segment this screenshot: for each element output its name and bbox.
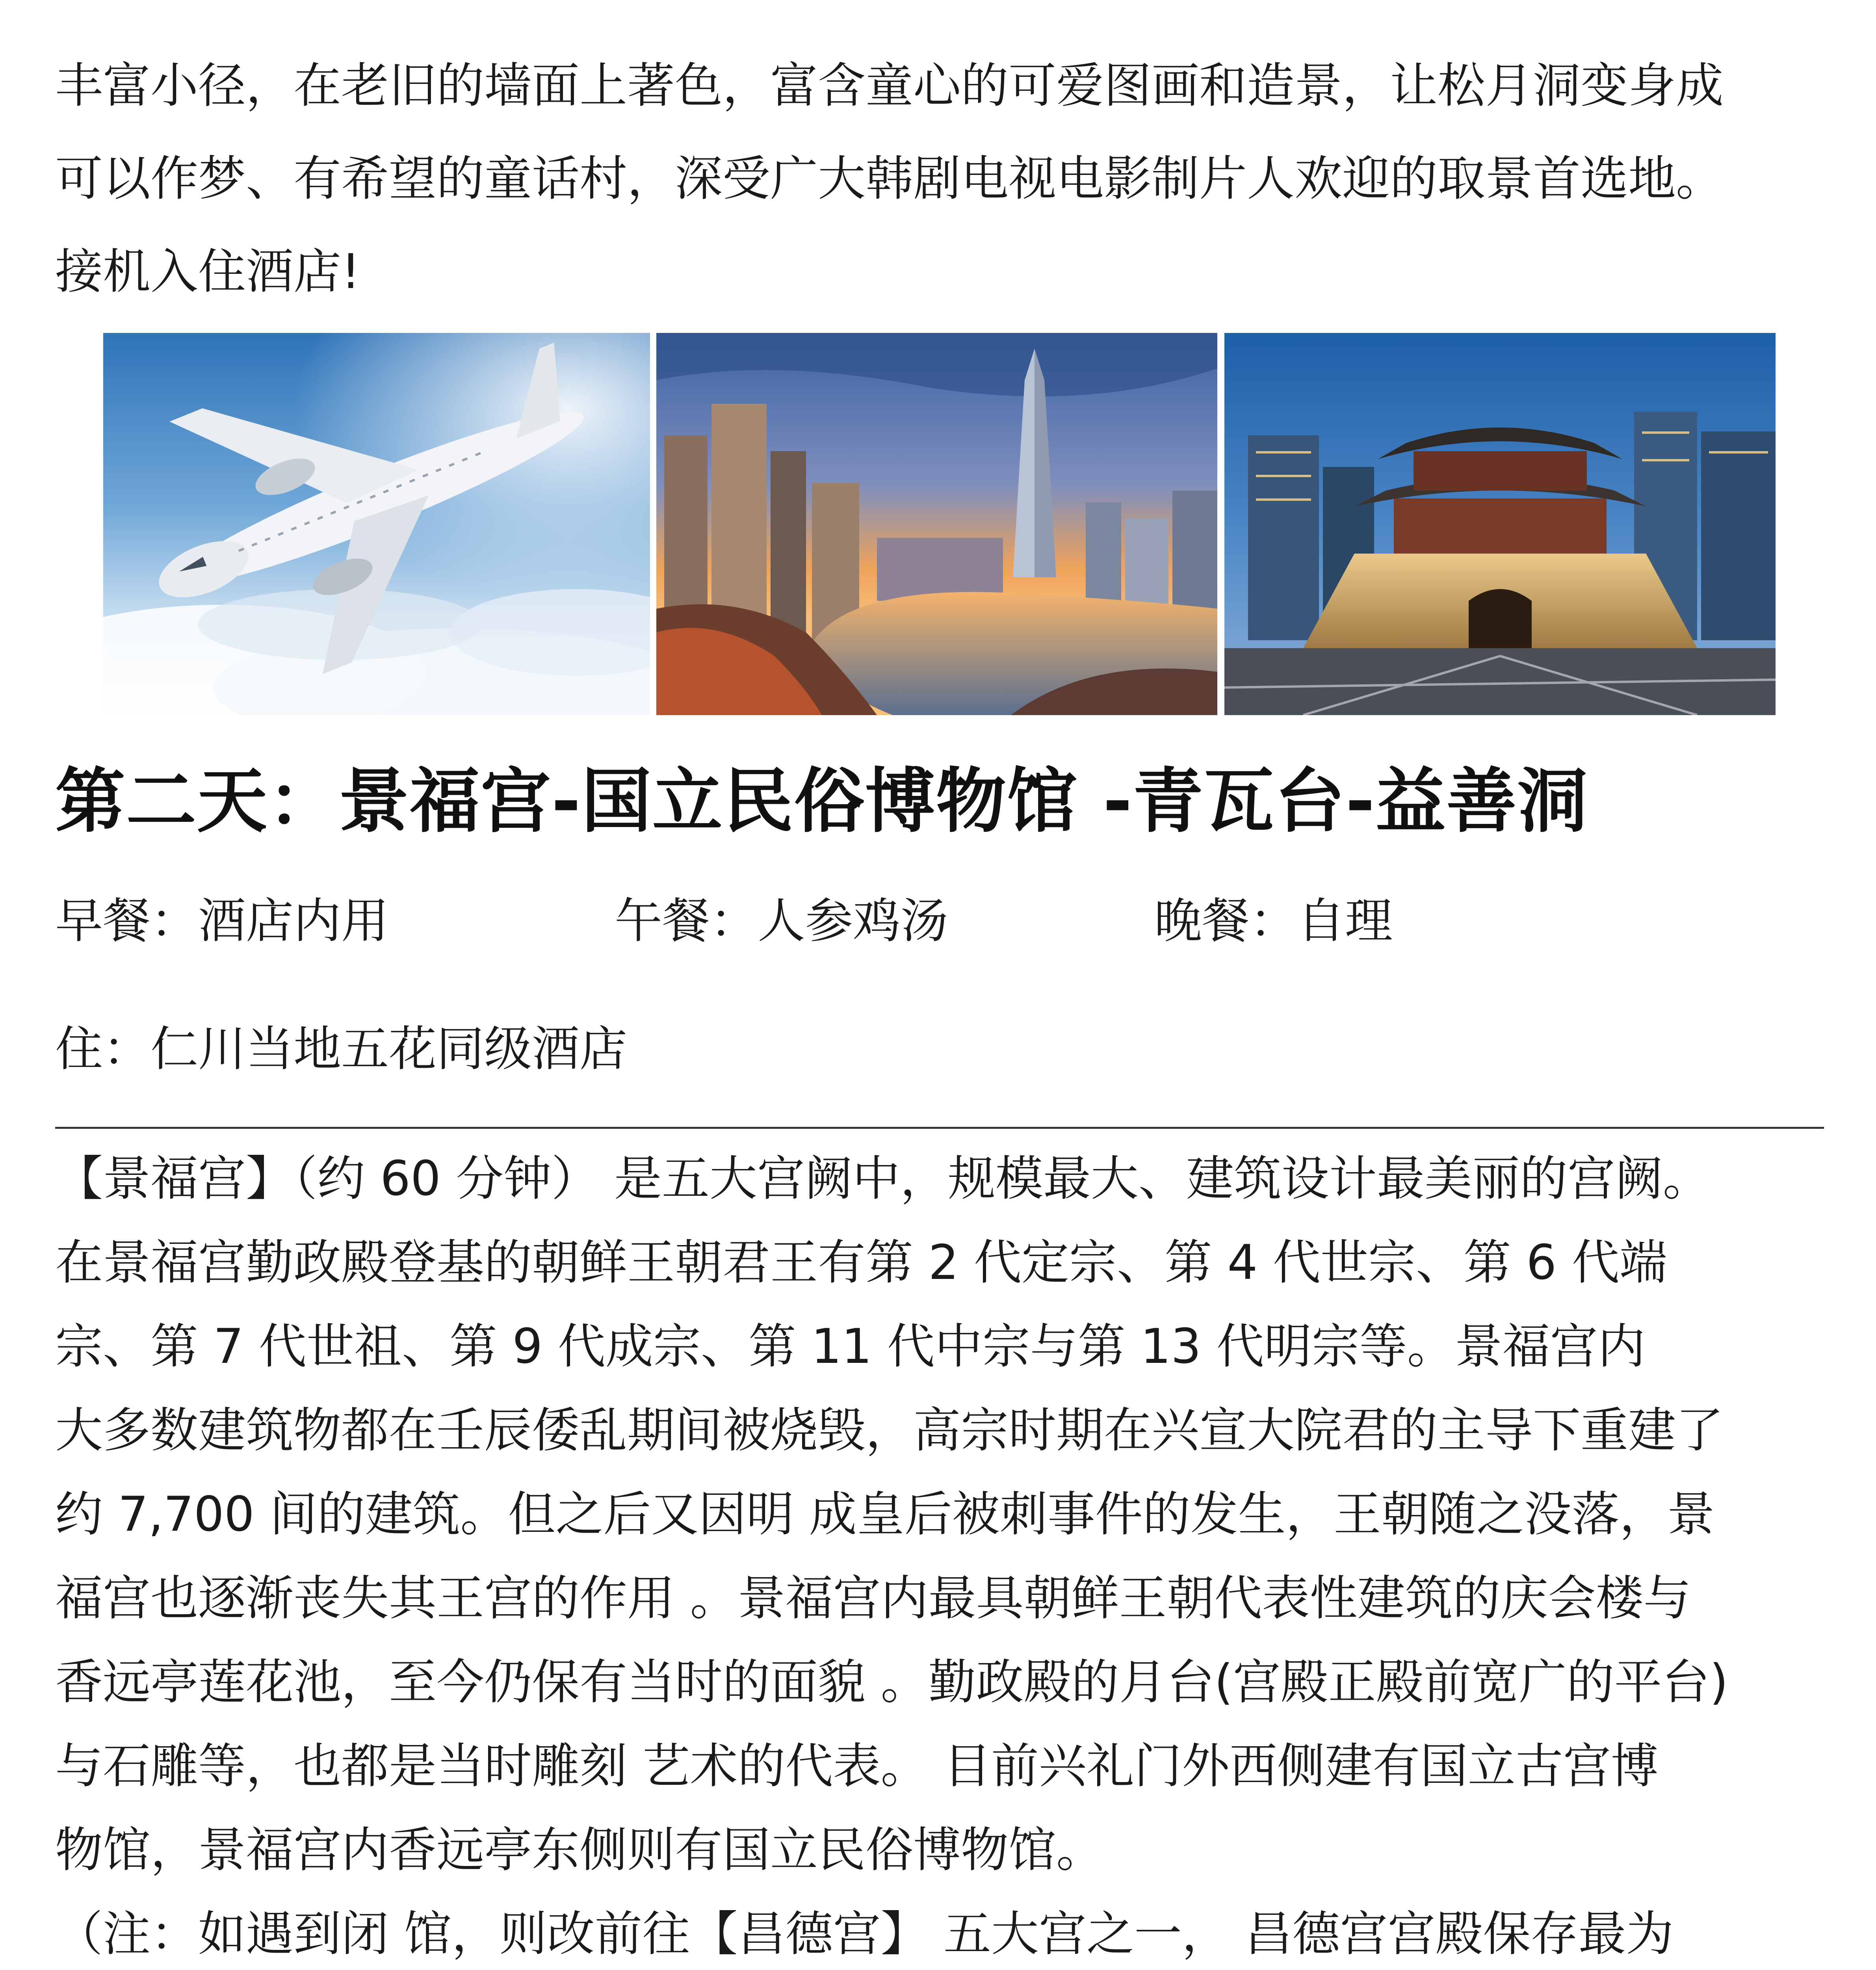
hotel-info: 住：仁川当地五花同级酒店 [55, 1021, 628, 1077]
day-title: 第二天：景福宫-国立民俗博物馆 -青瓦台-益善洞 [55, 760, 1588, 842]
meals-row [55, 883, 1836, 949]
body-line: 在景福宫勤政殿登基的朝鲜王朝君王有第 2 代定宗、第 4 代世宗、第 6 代端 [55, 1235, 1667, 1290]
body-line: 约 7,700 间的建筑。但之后又因明 成皇后被刺事件的发生，王朝随之没落，景 [55, 1487, 1715, 1542]
body-line: 【景福宫】（约 60 分钟） 是五大宫阙中，规模最大、建筑设计最美丽的宫阙。 [55, 1151, 1711, 1206]
section-divider [55, 1127, 1824, 1129]
lunch-info: 午餐：人参鸡汤 [615, 893, 949, 949]
body-line: 大多数建筑物都在壬辰倭乱期间被烧毁，高宗时期在兴宣大院君的主导下重建了 [55, 1403, 1724, 1458]
dinner-info: 晚餐：自理 [1154, 893, 1393, 949]
airplane-photo [103, 333, 650, 715]
intro-paragraph [55, 39, 1836, 318]
body-line: 香远亭莲花池，至今仍保有当时的面貌 。勤政殿的月台(宫殿正殿前宽广的平台) [55, 1654, 1728, 1710]
photo-strip [103, 333, 1776, 715]
body-line: 宗、第 7 代世祖、第 9 代成宗、第 11 代中宗与第 13 代明宗等。景福宫内 [55, 1319, 1646, 1374]
itinerary-description [55, 1137, 1836, 1970]
intro-line: 接机入住酒店! [55, 244, 360, 299]
intro-line: 丰富小径，在老旧的墙面上著色，富含童心的可爱图画和造景，让松月洞变身成 [55, 58, 1724, 113]
body-line: 物馆，景福宫内香远亭东侧则有国立民俗博物馆。 [55, 1822, 1104, 1878]
body-line: 与石雕等，也都是当时雕刻 艺术的代表。 目前兴礼门外西侧建有国立古宫博 [55, 1738, 1659, 1794]
body-line: 福宫也逐渐丧失其王宫的作用 。景福宫内最具朝鲜王朝代表性建筑的庆会楼与 [55, 1570, 1691, 1626]
palace-gate-photo [1224, 333, 1776, 715]
breakfast-info: 早餐：酒店内用 [55, 893, 389, 949]
intro-line: 可以作梦、有希望的童话村，深受广大韩剧电视电影制片人欢迎的取景首选地。 [55, 151, 1724, 206]
body-line: （注：如遇到闭 馆，则改前往【昌德宫】 五大宫之一， 昌德宫宫殿保存最为 [55, 1906, 1674, 1962]
seoul-skyline-photo [656, 333, 1217, 715]
